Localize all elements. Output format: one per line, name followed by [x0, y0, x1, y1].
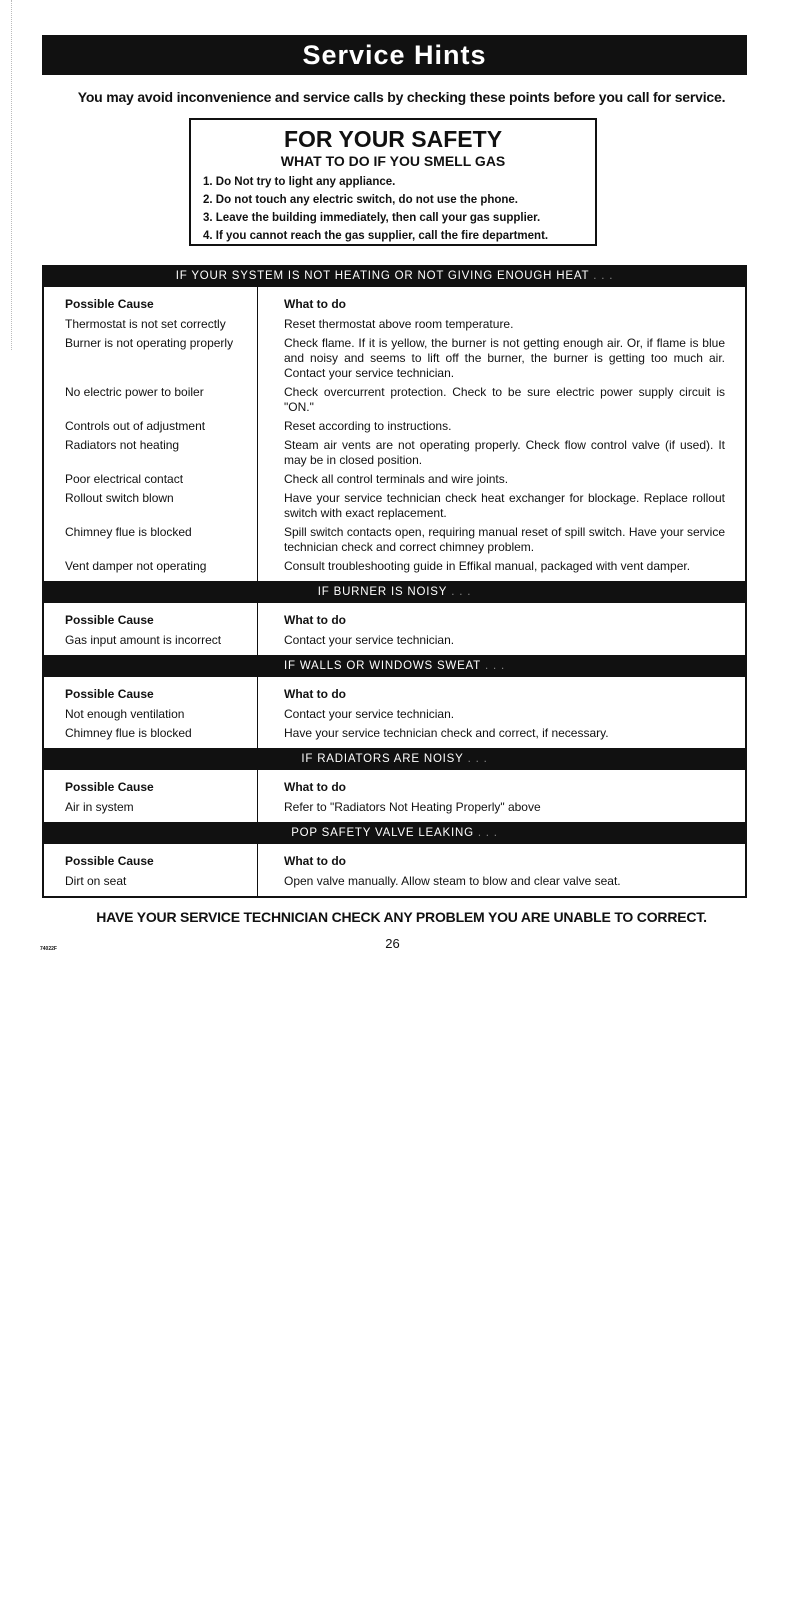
- section-header-text: IF YOUR SYSTEM IS NOT HEATING OR NOT GIVING ENOUGH HEAT: [175, 270, 590, 282]
- cause-cell: Chimney flue is blocked: [65, 525, 192, 539]
- section-header-ellipsis: . . .: [477, 827, 498, 839]
- todo-cell: Have your service technician check heat exchanger for blockage. Replace rollout switch with exact replacement.: [284, 491, 725, 520]
- cause-cell: Radiators not heating: [65, 438, 180, 452]
- section-header: [44, 265, 745, 287]
- section-header: [44, 748, 745, 770]
- todo-cell: Check overcurrent protection. Check to be sure electric power supply circuit is "ON.": [284, 385, 725, 414]
- section-body: [44, 770, 745, 822]
- todo-cell: Reset according to instructions.: [284, 419, 452, 433]
- todo-column-header: What to do: [284, 780, 346, 794]
- section-header-ellipsis: . . .: [593, 270, 614, 282]
- todo-cell: Contact your service technician.: [284, 707, 455, 721]
- section-body: [44, 603, 745, 655]
- todo-cell: Check all control terminals and wire joints.: [284, 472, 509, 486]
- section-header: [44, 655, 745, 677]
- footer-note: HAVE YOUR SERVICE TECHNICIAN CHECK ANY PROBLEM YOU ARE UNABLE TO CORRECT.: [96, 909, 707, 925]
- cause-column-header: Possible Cause: [65, 297, 154, 311]
- cause-cell: Air in system: [65, 800, 134, 814]
- section-header-text: POP SAFETY VALVE LEAKING: [291, 827, 474, 839]
- cause-cell: Controls out of adjustment: [65, 419, 206, 433]
- todo-column: [258, 770, 745, 822]
- service-hints-table: [42, 265, 747, 898]
- cause-cell: No electric power to boiler: [65, 385, 204, 399]
- cause-cell: Chimney flue is blocked: [65, 726, 192, 740]
- cause-cell: Vent damper not operating: [65, 559, 207, 573]
- todo-cell: Reset thermostat above room temperature.: [284, 317, 514, 331]
- section-header: [44, 822, 745, 844]
- todo-column: [258, 603, 745, 655]
- section-header: [44, 581, 745, 603]
- cause-column-header: Possible Cause: [65, 687, 154, 701]
- safety-item: 3. Leave the building immediately, then call your gas supplier.: [203, 212, 541, 224]
- todo-column: [258, 844, 745, 896]
- todo-column: [258, 287, 745, 581]
- todo-column-header: What to do: [284, 687, 346, 701]
- section-header-text: IF WALLS OR WINDOWS SWEAT: [284, 660, 481, 672]
- section-header-ellipsis: . . .: [485, 660, 505, 672]
- todo-cell: Check flame. If it is yellow, the burner is not getting enough air. Or, if flame is blue and noisy and seems to lift off the burner, the burner is getting too much air. Contact your service technician.: [284, 336, 725, 380]
- page-number: 26: [385, 936, 400, 951]
- margin-line: [11, 0, 13, 350]
- cause-cell: Burner is not operating properly: [65, 336, 234, 350]
- todo-cell: Open valve manually. Allow steam to blow and clear valve seat.: [284, 874, 621, 888]
- cause-column-header: Possible Cause: [65, 613, 154, 627]
- section-body: [44, 287, 745, 581]
- cause-cell: Not enough ventilation: [65, 707, 185, 721]
- todo-column-header: What to do: [284, 297, 346, 311]
- cause-column: [44, 287, 258, 581]
- todo-column: [258, 677, 745, 748]
- todo-column-header: What to do: [284, 854, 346, 868]
- cause-cell: Gas input amount is incorrect: [65, 633, 222, 647]
- cause-cell: Dirt on seat: [65, 874, 127, 888]
- safety-title: FOR YOUR SAFETY: [283, 126, 503, 152]
- page-title: Service Hints: [42, 35, 747, 75]
- cause-cell: Poor electrical contact: [65, 472, 184, 486]
- safety-list: [203, 173, 595, 245]
- section-header-text: IF RADIATORS ARE NOISY: [301, 753, 464, 765]
- intro-text: You may avoid inconvenience and service calls by checking these points before you call for service.: [77, 89, 726, 105]
- section-header-ellipsis: . . .: [451, 586, 472, 598]
- cause-column: [44, 770, 258, 822]
- todo-cell: Steam air vents are not operating properly. Check flow control valve (if used). It may be in closed position.: [284, 438, 725, 467]
- todo-cell: Contact your service technician.: [284, 633, 455, 647]
- cause-column-header: Possible Cause: [65, 854, 154, 868]
- cause-column: [44, 603, 258, 655]
- section-body: [44, 677, 745, 748]
- todo-cell: Have your service technician check and correct, if necessary.: [284, 726, 609, 740]
- todo-column-header: What to do: [284, 613, 346, 627]
- safety-box: [189, 118, 597, 246]
- todo-cell: Refer to "Radiators Not Heating Properly" above: [284, 800, 541, 814]
- cause-column: [44, 844, 258, 896]
- safety-subtitle: WHAT TO DO IF YOU SMELL GAS: [280, 153, 506, 169]
- cause-cell: Thermostat is not set correctly: [65, 317, 226, 331]
- safety-item: 2. Do not touch any electric switch, do not use the phone.: [203, 194, 519, 206]
- cause-column: [44, 677, 258, 748]
- todo-cell: Spill switch contacts open, requiring manual reset of spill switch. Have your service technician check and correct chimney problem.: [284, 525, 725, 554]
- section-body: [44, 844, 745, 896]
- section-header-ellipsis: . . .: [467, 753, 488, 765]
- safety-item: 1. Do Not try to light any appliance.: [203, 176, 396, 188]
- section-header-text: IF BURNER IS NOISY: [317, 586, 448, 598]
- safety-item: 4. If you cannot reach the gas supplier, call the fire department.: [203, 230, 549, 242]
- cause-cell: Rollout switch blown: [65, 491, 174, 505]
- cause-column-header: Possible Cause: [65, 780, 154, 794]
- document-code: 74022F: [40, 946, 57, 952]
- todo-cell: Consult troubleshooting guide in Effikal manual, packaged with vent damper.: [284, 559, 691, 573]
